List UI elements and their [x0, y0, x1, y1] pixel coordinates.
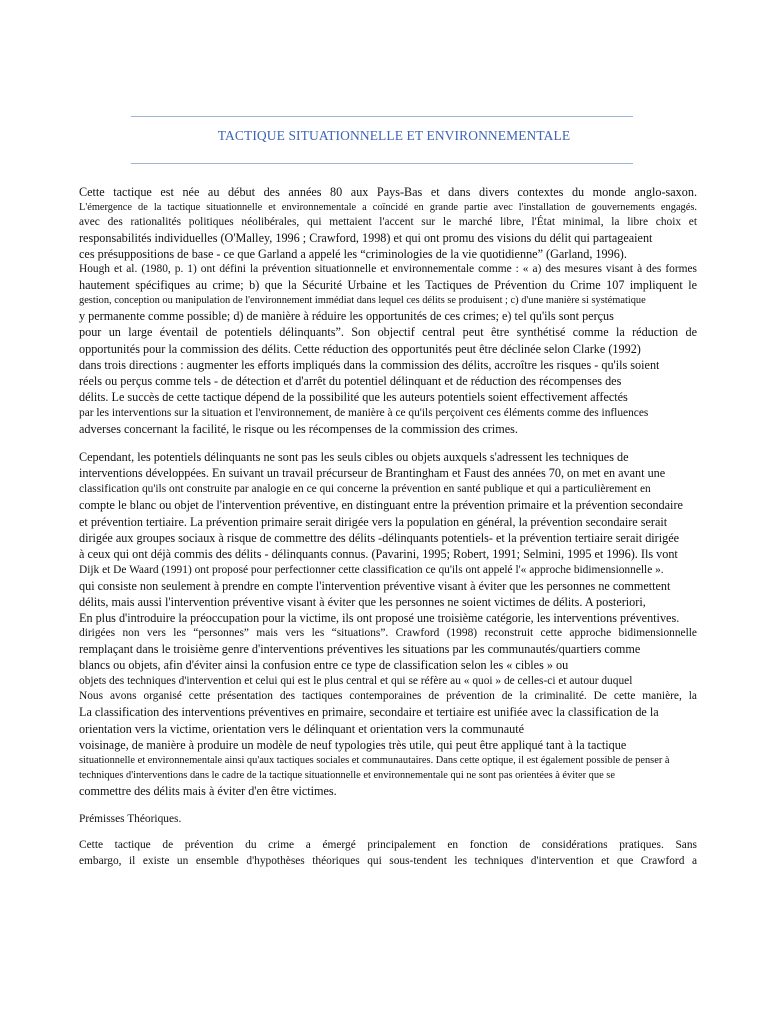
title-rule-top — [131, 116, 633, 117]
paragraph-2 — [79, 449, 697, 799]
text-line: Nous avons organisé cette présentation des tactiques contemporaines de prévention de la criminalité. De cette manière, la — [79, 690, 697, 703]
text-line: blancs ou objets, afin d'éviter ainsi la confusion entre ce type de classification selon les « cibles » ou — [79, 658, 569, 673]
text-line: techniques d'interventions dans le cadre de la tactique situationnelle et environnementale qui ne sont pas orientées à éviter que se — [79, 769, 615, 781]
text-line: délits, mais aussi l'intervention préventive visant à éviter que les personnes ne soient victimes de délits. A posteriori, — [79, 594, 646, 609]
text-line: embargo, il existe un ensemble d'hypothèses théoriques qui sous-tendent les techniques d'intervention et que Crawford a — [79, 855, 697, 867]
text-line: Cependant, les potentiels délinquants ne sont pas les seuls cibles ou objets auxquels s'adressent les techniques de — [79, 450, 629, 465]
title-rule-bottom — [131, 163, 633, 164]
text-line: y permanente comme possible; d) de manière à réduire les opportunités de ces crimes; e) tel qu'ils sont perçus — [79, 309, 614, 324]
text-line: hautement spécifiques au crime; b) que la Sécurité Urbaine et les Tactiques de Prévention du Crime 107 impliquent le — [79, 278, 697, 293]
section-heading-text: Prémisses Théoriques. — [79, 812, 182, 825]
text-line: commettre des délits mais à éviter d'en être victimes. — [79, 783, 337, 798]
text-line: L'émergence de la tactique situationnelle et environnementale a coïncidé en grande partie avec l'installation de gouvernements engagés. — [79, 202, 697, 214]
text-line: dirigée aux groupes sociaux à risque de commettre des délits -délinquants potentiels- et la prévention tertiaire serait dirigée — [79, 530, 680, 545]
text-line: Cette tactique de prévention du crime a émergé principalement en fonction de considérations pratiques. Sans — [79, 838, 697, 851]
text-line: pour un large éventail de potentiels délinquants”. Son objectif central peut être synthétisé comme la réduction de — [79, 325, 697, 340]
text-line: Hough et al. (1980, p. 1) ont défini la prévention situationnelle et environnementale comme : « a) des mesures visant à des formes — [79, 263, 697, 276]
text-line: et prévention tertiaire. La prévention primaire serait dirigée vers la population en général, la prévention secondaire serait — [79, 514, 668, 529]
text-line: objets des techniques d'intervention et celui qui est le plus central et qui se réfère au « quoi » de celles-ci et autour duquel — [79, 675, 633, 688]
page-title: TACTIQUE SITUATIONNELLE ET ENVIRONNEMENTALE — [217, 128, 571, 143]
text-line: par les interventions sur la situation et l'environnement, de manière à ce qu'ils perçoivent ces éléments comme des influences — [79, 406, 649, 419]
text-line: réels ou perçus comme tels - de détection et d'arrêt du potentiel délinquant et de réduction des récompenses des — [79, 373, 622, 388]
text-line: classification qu'ils ont construite par analogie en ce qui concerne la prévention en santé publique et qui a particulièrement en — [79, 483, 651, 496]
text-line: opportunités pour la commission des délits. Cette réduction des opportunités peut être déclinée selon Clarke (1992) — [79, 341, 641, 356]
text-line: interventions développées. En suivant un travail précurseur de Brantingham et Faust des années 70, on met en avant une — [79, 466, 666, 481]
text-line: à ceux qui ont déjà commis des délits - délinquants connus. (Pavarini, 1995; Robert, 1991; Selmini, 1995 et 1996). Ils vont — [79, 546, 678, 561]
text-line: compte le blanc ou objet de l'intervention préventive, en distinguant entre la prévention primaire et la prévention secondaire — [79, 498, 683, 513]
text-line: ces présuppositions de base - ce que Garland a appelé les “criminologies de la vie quotidienne” (Garland, 1996). — [79, 247, 627, 262]
text-line: orientation vers la victime, orientation vers le délinquant et orientation vers la communauté — [79, 721, 525, 736]
text-line: remplaçant dans le troisième genre d'interventions préventives les situations par les communautés/quartiers comme — [79, 642, 641, 657]
text-line: dirigées non vers les “personnes” mais vers les “situations”. Crawford (1998) reconstruit cette approche bidimensionnelle — [79, 627, 697, 640]
text-line: situationnelle et environnementale ainsi qu'aux tactiques sociales et communautaires. Dans cette optique, il est également possible de penser à — [79, 754, 670, 766]
text-line: avec des rationalités politiques néolibérales, qui mettaient l'accent sur le marché libre, l'État minimal, la libre choix et — [79, 216, 697, 229]
text-line: responsabilités individuelles (O'Malley, 1996 ; Crawford, 1998) et qui ont promu des visions du délit qui partageaient — [79, 231, 653, 246]
text-line: délits. Le succès de cette tactique dépend de la possibilité que les auteurs potentiels soient effectivement affectés — [79, 389, 628, 404]
text-line: dans trois directions : augmenter les efforts impliqués dans la commission des délits, accroître les risques - qu'ils soient — [79, 357, 660, 372]
text-line: Cette tactique est née au début des années 80 aux Pays-Bas et dans divers contextes du monde anglo-saxon. — [79, 185, 697, 199]
text-line: voisinage, de manière à produire un modèle de neuf typologies très utile, qui peut être appliqué tant à la tactique — [79, 737, 627, 752]
paragraph-3 — [79, 837, 697, 869]
section-heading — [79, 811, 697, 827]
text-line: En plus d'introduire la préoccupation pour la victime, ils ont proposé une troisième catégorie, les interventions préventives. — [79, 611, 680, 626]
paragraph-1 — [79, 184, 697, 437]
text-line: La classification des interventions préventives en primaire, secondaire et tertiaire est unifiée avec la classification de la — [79, 705, 659, 720]
text-line: gestion, conception ou manipulation de l'environnement immédiat dans lequel ces délits se produisent ; c) d'une manière si systématique — [79, 295, 646, 307]
document-body — [79, 184, 697, 881]
text-line: Dijk et De Waard (1991) ont proposé pour perfectionner cette classification ce qu'ils ont appelé l'« approche bidimensionnelle ». — [79, 563, 664, 576]
text-line: qui consiste non seulement à prendre en compte l'intervention préventive visant à éviter que les personnes ne commettent — [79, 578, 671, 593]
text-line: adverses concernant la facilité, le risque ou les récompenses de la commission des crimes. — [79, 422, 518, 437]
